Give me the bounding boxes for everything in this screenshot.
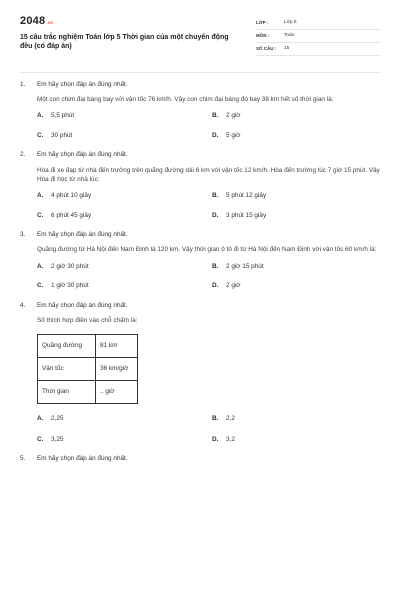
option-text: 2 giờ [226, 282, 241, 290]
answer-option-d[interactable] [212, 132, 387, 141]
option-letter: C. [37, 435, 44, 443]
question-instruction: Em hãy chọn đáp án đúng nhất. [37, 151, 128, 159]
option-letter: A. [37, 112, 44, 120]
question-instruction: Em hãy chọn đáp án đúng nhất. [37, 301, 128, 309]
question-number: 5. [20, 455, 26, 463]
question-number: 4. [20, 301, 26, 309]
question-3 [20, 230, 382, 291]
question-number: 2. [20, 151, 26, 159]
option-text: 5,5 phút [51, 112, 75, 120]
option-text: 2 giờ 30 phút [51, 262, 89, 270]
option-text: 2 giờ 15 phút [226, 262, 264, 270]
question-number: 3. [20, 231, 26, 239]
answer-options [37, 192, 382, 220]
option-letter: B. [212, 415, 219, 423]
option-text: 3,2 [226, 435, 235, 443]
question-1 [20, 80, 382, 141]
question-instruction: Em hãy chọn đáp án đúng nhất. [37, 231, 128, 239]
meta-value: Lớp 5 [284, 19, 297, 25]
question-header [20, 80, 382, 90]
answer-option-c[interactable] [37, 212, 212, 221]
page-title: 15 câu trắc nghiệm Toán lớp 5 Thời gian của một chuyển động đều (có đáp án) [20, 34, 229, 51]
table-row [38, 335, 138, 358]
question-number: 1. [20, 80, 26, 88]
answer-option-a[interactable] [37, 112, 212, 121]
option-text: 2 giờ [226, 112, 241, 120]
option-letter: C. [37, 282, 44, 290]
meta-row-subject [256, 30, 380, 43]
meta-label: MÔN : [256, 32, 270, 38]
answer-option-b[interactable] [212, 192, 387, 201]
table-cell: 36 km/giờ [96, 358, 138, 381]
answer-options [37, 263, 382, 291]
question-instruction: Em hãy chọn đáp án đúng nhất. [37, 80, 128, 88]
option-letter: A. [37, 415, 44, 423]
answer-option-d[interactable] [212, 212, 387, 221]
answer-option-b[interactable] [212, 415, 387, 424]
answer-option-d[interactable] [212, 436, 387, 445]
answer-option-c[interactable] [37, 132, 212, 141]
question-2 [20, 151, 382, 221]
answer-option-c[interactable] [37, 282, 212, 291]
question-list [20, 80, 382, 475]
answer-option-a[interactable] [37, 263, 212, 272]
meta-row-count [256, 43, 380, 56]
meta-value: 15 [284, 45, 290, 51]
option-text: 1 giờ 30 phút [51, 282, 89, 290]
table-cell: .. giờ [96, 381, 138, 404]
site-logo[interactable] [20, 14, 53, 29]
question-4 [20, 301, 382, 445]
meta-row-grade [256, 17, 380, 30]
question-text: Số thích hợp điền vào chỗ chấm là: [37, 316, 138, 324]
option-text: 5 phút 12 giây [226, 192, 267, 200]
option-letter: A. [37, 192, 44, 200]
logo-main: 2048 [20, 15, 46, 27]
answer-option-b[interactable] [212, 263, 387, 272]
meta-value: Toán [284, 32, 295, 38]
question-instruction: Em hãy chọn đáp án đúng nhất. [37, 455, 128, 463]
table-cell: Quãng đường [38, 335, 96, 358]
answer-option-b[interactable] [212, 112, 387, 121]
meta-label: SỐ CÂU : [256, 45, 277, 51]
option-letter: C. [37, 211, 44, 219]
option-text: 2,2 [226, 415, 235, 423]
table-cell: Thời gian [38, 381, 96, 404]
question-5 [20, 455, 382, 465]
question-header [20, 151, 382, 161]
answer-option-d[interactable] [212, 282, 387, 291]
option-letter: B. [212, 112, 219, 120]
option-letter: A. [37, 262, 44, 270]
option-letter: D. [212, 282, 219, 290]
answer-options [37, 112, 382, 140]
option-letter: D. [212, 131, 219, 139]
logo-domain: .vn [46, 20, 54, 25]
option-letter: B. [212, 192, 219, 200]
option-text: 4 phút 10 giây [51, 192, 92, 200]
question-text: Quãng đường từ Hà Nội đến Nam Định là 120 km. Vậy thời gian ô tô đi từ Hà Nội đến Nam Định với vận tốc 60 km/h là: [37, 246, 377, 254]
option-text: 3,25 [51, 435, 64, 443]
table-cell: Vận tốc [38, 358, 96, 381]
answer-option-c[interactable] [37, 436, 212, 445]
question-header [20, 455, 382, 465]
meta-info [256, 17, 380, 56]
option-text: 5 giờ [226, 131, 241, 139]
data-table [37, 334, 138, 404]
answer-options [37, 415, 382, 444]
option-text: 2,25 [51, 415, 64, 423]
page-header [20, 14, 380, 68]
answer-option-a[interactable] [37, 192, 212, 201]
table-cell: 81 km [96, 335, 138, 358]
option-text: 3 phút 15 giây [226, 211, 267, 219]
option-letter: B. [212, 262, 219, 270]
option-letter: C. [37, 131, 44, 139]
table-row [38, 381, 138, 404]
meta-label: LỚP : [256, 19, 269, 25]
option-letter: D. [212, 435, 219, 443]
answer-option-a[interactable] [37, 415, 212, 424]
option-text: 30 phút [51, 131, 73, 139]
question-text: Hòa đi xe đạp từ nhà đến trường trên quãng đường dài 6 km với vận tốc 12 km/h. Hòa đến trường lúc 7 giờ 15 phút. Vậy Hòa đi học từ nhà lúc: [37, 166, 380, 183]
question-header [20, 301, 382, 311]
option-letter: D. [212, 211, 219, 219]
option-text: 6 phút 45 giây [51, 211, 92, 219]
question-header [20, 230, 382, 240]
question-text: Một con chim đại bàng bay với vận tốc 76 km/h. Vậy con chim đại bàng đó bay 38 km hết số thời gian là: [37, 96, 334, 103]
header-divider [20, 72, 380, 73]
table-row [38, 358, 138, 381]
